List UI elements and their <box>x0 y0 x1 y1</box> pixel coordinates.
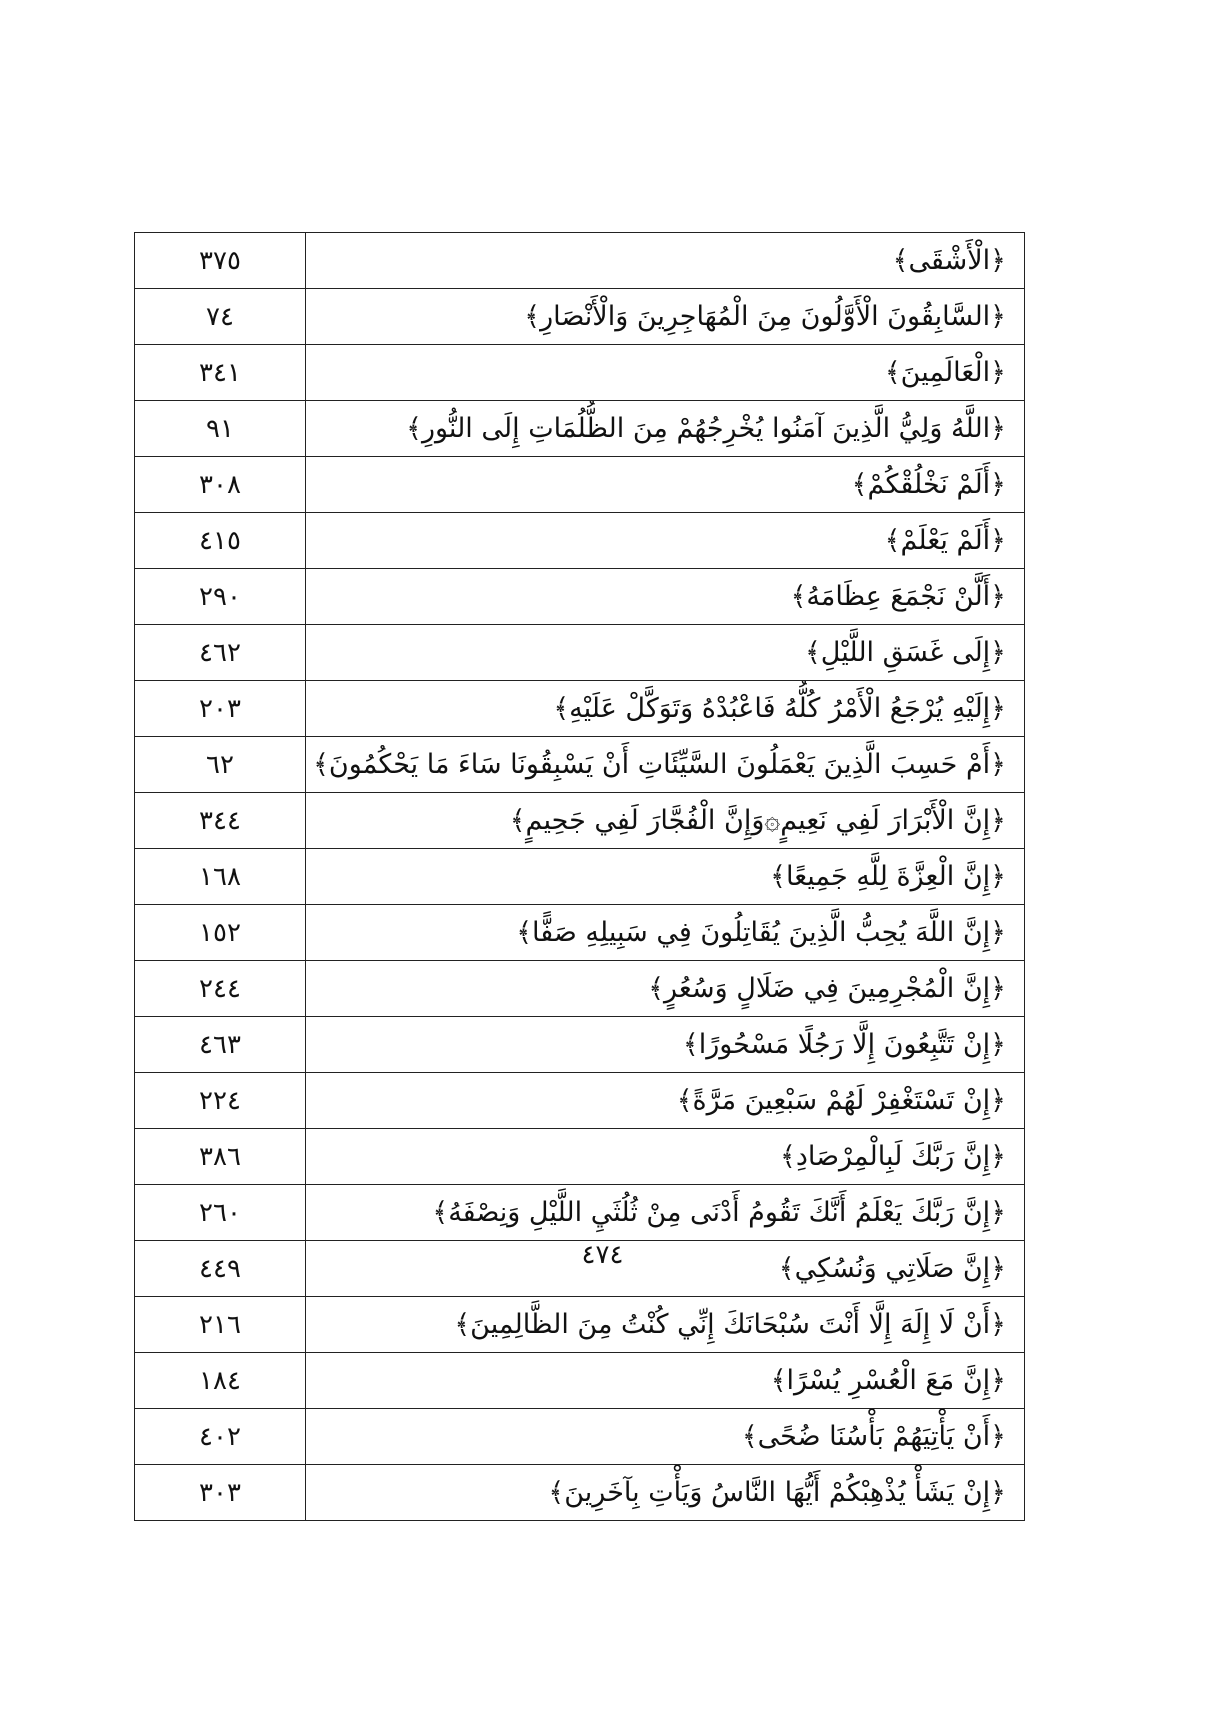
verse-text: ﴿إِنَّ رَبَّكَ لَبِالْمِرْصَادِ﴾ <box>306 1129 1025 1185</box>
page-reference: ٤٠٢ <box>135 1409 306 1465</box>
table-row <box>135 1017 1025 1073</box>
verse-text: ﴿أَلَمْ يَعْلَمْ﴾ <box>306 513 1025 569</box>
page-reference: ٤١٥ <box>135 513 306 569</box>
table-row <box>135 681 1025 737</box>
page-reference: ٣٤١ <box>135 345 306 401</box>
verse-text: ﴿أَلَّنْ نَجْمَعَ عِظَامَهُ﴾ <box>306 569 1025 625</box>
table-row <box>135 1129 1025 1185</box>
verse-text: ﴿إِنَّ مَعَ الْعُسْرِ يُسْرًا﴾ <box>306 1353 1025 1409</box>
page-number: ٤٧٤ <box>581 1240 624 1270</box>
page-reference: ٢٤٤ <box>135 961 306 1017</box>
page-reference: ٢٩٠ <box>135 569 306 625</box>
table-row <box>135 1409 1025 1465</box>
table-row <box>135 625 1025 681</box>
page-reference: ١٨٤ <box>135 1353 306 1409</box>
verse-text: ﴿إِلَى غَسَقِ اللَّيْلِ﴾ <box>306 625 1025 681</box>
verse-text: ﴿الْأَشْقَى﴾ <box>306 233 1025 289</box>
page-reference: ٢٠٣ <box>135 681 306 737</box>
table-row <box>135 1353 1025 1409</box>
verse-text: ﴿إِنَّ الْعِزَّةَ لِلَّهِ جَمِيعًا﴾ <box>306 849 1025 905</box>
verse-text: ﴿اللَّهُ وَلِيُّ الَّذِينَ آمَنُوا يُخْرِجُهُمْ مِنَ الظُّلُمَاتِ إِلَى النُّورِ﴾ <box>306 401 1025 457</box>
table-row <box>135 233 1025 289</box>
table-row <box>135 961 1025 1017</box>
page-reference: ٣٤٤ <box>135 793 306 849</box>
page-reference: ١٥٢ <box>135 905 306 961</box>
verse-index-body <box>135 233 1025 1521</box>
page-reference: ٢٢٤ <box>135 1073 306 1129</box>
verse-text: ﴿أَنْ يَأْتِيَهُمْ بَأْسُنَا ضُحًى﴾ <box>306 1409 1025 1465</box>
page-reference: ٣٧٥ <box>135 233 306 289</box>
verse-index-table <box>134 232 1025 1521</box>
page-reference: ١٦٨ <box>135 849 306 905</box>
page-reference: ٦٢ <box>135 737 306 793</box>
verse-text: ﴿إِنَّ الْمُجْرِمِينَ فِي ضَلَالٍ وَسُعُرٍ﴾ <box>306 961 1025 1017</box>
verse-text: ﴿أَمْ حَسِبَ الَّذِينَ يَعْمَلُونَ السَّيِّئَاتِ أَنْ يَسْبِقُونَا سَاءَ مَا يَحْكُمُونَ﴾ <box>306 737 1025 793</box>
page-reference: ٢٦٠ <box>135 1185 306 1241</box>
table-row <box>135 1465 1025 1521</box>
verse-text: ﴿إِنَّ الْأَبْرَارَ لَفِي نَعِيمٍ۞وَإِنَّ الْفُجَّارَ لَفِي جَحِيمٍ﴾ <box>306 793 1025 849</box>
page-reference: ٤٦٣ <box>135 1017 306 1073</box>
verse-text: ﴿أَنْ لَا إِلَهَ إِلَّا أَنْتَ سُبْحَانَكَ إِنِّي كُنْتُ مِنَ الظَّالِمِينَ﴾ <box>306 1297 1025 1353</box>
table-row <box>135 569 1025 625</box>
verse-text: ﴿إِلَيْهِ يُرْجَعُ الْأَمْرُ كُلُّهُ فَاعْبُدْهُ وَتَوَكَّلْ عَلَيْهِ﴾ <box>306 681 1025 737</box>
table-row <box>135 905 1025 961</box>
verse-text: ﴿أَلَمْ نَخْلُقْكُمْ﴾ <box>306 457 1025 513</box>
page-reference: ٩١ <box>135 401 306 457</box>
table-row <box>135 1073 1025 1129</box>
table-row <box>135 1297 1025 1353</box>
table-row <box>135 737 1025 793</box>
verse-text: ﴿إِنَّ صَلَاتِي وَنُسُكِي﴾ <box>306 1241 1025 1297</box>
page-reference: ٤٦٢ <box>135 625 306 681</box>
table-row <box>135 793 1025 849</box>
table-row <box>135 457 1025 513</box>
table-row <box>135 513 1025 569</box>
table-row <box>135 345 1025 401</box>
page-reference: ٢١٦ <box>135 1297 306 1353</box>
page-reference: ٧٤ <box>135 289 306 345</box>
verse-text: ﴿إِنْ تَتَّبِعُونَ إِلَّا رَجُلًا مَسْحُورًا﴾ <box>306 1017 1025 1073</box>
table-row <box>135 401 1025 457</box>
verse-text: ﴿السَّابِقُونَ الْأَوَّلُونَ مِنَ الْمُهَاجِرِينَ وَالْأَنْصَارِ﴾ <box>306 289 1025 345</box>
verse-text: ﴿الْعَالَمِينَ﴾ <box>306 345 1025 401</box>
page-reference: ٣٠٨ <box>135 457 306 513</box>
table-row <box>135 289 1025 345</box>
verse-text: ﴿إِنْ يَشَأْ يُذْهِبْكُمْ أَيُّهَا النَّاسُ وَيَأْتِ بِآخَرِينَ﴾ <box>306 1465 1025 1521</box>
table-row <box>135 1185 1025 1241</box>
page-reference: ٣٠٣ <box>135 1465 306 1521</box>
page-reference: ٤٤٩ <box>135 1241 306 1297</box>
verse-text: ﴿إِنَّ اللَّهَ يُحِبُّ الَّذِينَ يُقَاتِلُونَ فِي سَبِيلِهِ صَفًّا﴾ <box>306 905 1025 961</box>
table-row <box>135 849 1025 905</box>
page-reference: ٣٨٦ <box>135 1129 306 1185</box>
verse-text: ﴿إِنَّ رَبَّكَ يَعْلَمُ أَنَّكَ تَقُومُ أَدْنَى مِنْ ثُلُثَيِ اللَّيْلِ وَنِصْفَهُ﴾ <box>306 1185 1025 1241</box>
verse-text: ﴿إِنْ تَسْتَغْفِرْ لَهُمْ سَبْعِينَ مَرَّةً﴾ <box>306 1073 1025 1129</box>
